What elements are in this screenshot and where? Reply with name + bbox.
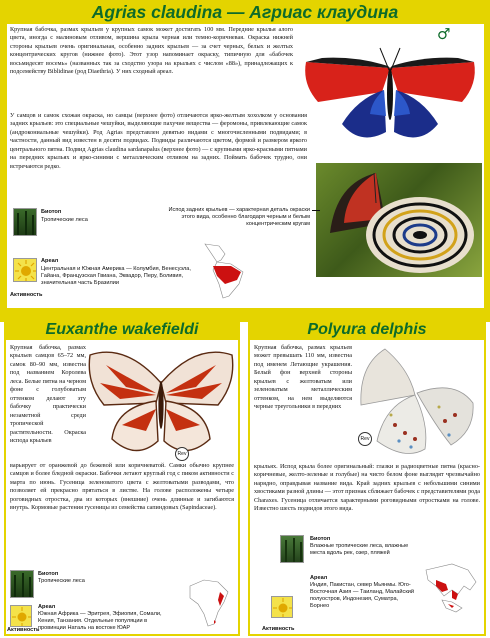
euxanthe-photo — [86, 343, 236, 463]
male-symbol: ♂ — [437, 25, 451, 43]
top-body-text-2 — [10, 112, 307, 171]
top-biotope-heading: Биотоп — [41, 209, 62, 215]
right-biotope-image — [280, 535, 304, 563]
left-area-text: Южная Африка — Эритрея, Эфиопия, Сомали, Кения, Танзания. Отдельные популяции в провинции Наталь на востоке ЮАР — [38, 611, 162, 631]
left-biotope-text: Тропические леса — [38, 578, 85, 584]
right-title: Polyura delphis — [307, 321, 427, 338]
right-rev-badge: Rev — [358, 432, 372, 446]
right-activity-sun-icon — [271, 596, 293, 618]
top-paragraph-1: Крупная бабочка, размах крыльев у крупных самок может достигать 100 мм. Передние крылья алого цвета, иногда с малиновым отливом, вершина крыла черная или темно-коричневая. Окраска нижней стороны крыльев очень оригинальная, особенно задних крыльев — за счет черных, белых и желтых концентрических кругов (нижнее фото). Этот узор напоминает окраску, типичную для «бабочек восьмидесят восемь» (названных так за сходство узора на крыльях с числом «88»), принадлежащих к подсемейству Biblidinae (род Diaethria). У них сходный ареал. — [10, 26, 293, 76]
right-body-narrow: Крупная бабочка, размах крыльев может превышать 110 мм, известна под именем Летающие украшения. Белый фон верхней стороны крыльев с желтоватым или зеленоватым металлическим оттенком, на нем выделяются черные треугольники в передних — [254, 344, 352, 411]
top-title: Agrias claudina — Агриас клаудина — [91, 2, 399, 22]
right-activity-label: Активность — [262, 626, 295, 632]
agrias-underside-photo — [316, 163, 482, 277]
polyura-photo — [355, 345, 483, 463]
right-biotope-text: Влажные тропические леса, влажные места вдоль рек, озер, пляжей — [310, 543, 409, 556]
right-range-map — [422, 560, 482, 620]
top-area-heading: Ареал — [41, 258, 59, 264]
left-activity-sun-icon — [10, 605, 32, 627]
top-range-map — [195, 240, 255, 300]
top-activity-sun-icon — [13, 258, 37, 282]
top-left-margin-band — [0, 24, 7, 310]
right-body-wide: крыльях. Испод крыла более оригинальный: глазки и радиоцветные пятна (красно-коричневые, желто-зеленые и голубые) на чисто белом фоне выглядят чрезвычайно нарядно, оправдывая название вида. Край задних крыльев с небольшими синими хвостиками разной длины — этот признак сближает бабочек с представителями рода Charaxes. Гусеница отличается характерными роговидными отростками на голове. Известно шесть подвидов этого вида. — [254, 463, 480, 513]
left-title: Euxanthe wakefieldi — [45, 321, 199, 338]
left-rev-badge: Rev — [175, 447, 189, 461]
right-area-text: Индия, Пакистан, север Мьянмы. Юго-Восточная Азия — Таиланд, Малайский полуостров, Индонезия, Суматра, Борнео — [310, 582, 415, 609]
top-paragraph-2: У самцов и самок схожая окраска, но самцы (верхнее фото) отличаются ярко-желтым хохолком у основания задних крыльев: это специальные чешуйки, выделяющие пахучие вещества — феромоны, привлекающие самок (андрокониальные чешуйки). Род Agrias представлен девятью видами с многочисленными подвидами; в частности, данный вид известен в десяти подвидах. Подвиды различаются цветом, формой и размером яркого центрального пятна. Подвид Agrias claudina sardanapalus (верхнее фото) — с крупными ярко-красными пятнами на передних крыльях и ярко-синими с металлическим отливом на задних. Поймать бабочек трудно, они встречаются редко. — [10, 112, 307, 170]
left-biotope-image — [10, 570, 34, 598]
left-body-narrow: Крупная бабочка, размах крыльев самцов 65–72 мм, самок 80–90 мм, известна под названием Королева леса. Белые пятна на черном фоне с голубоватым оттенком делают эту бабочку практически незаметной среди тропической растительности. Окраска испода крыльев — [10, 344, 86, 444]
left-area-heading: Ареал — [38, 604, 56, 610]
left-range-map — [184, 576, 234, 628]
caption-pointer-line — [312, 210, 320, 211]
top-biotope-text: Тропические леса — [41, 217, 88, 223]
top-biotope-image — [13, 208, 37, 236]
right-biotope-heading: Биотоп — [310, 536, 331, 542]
right-area-heading: Ареал — [310, 575, 328, 581]
left-body-wide: варьирует от оранжевой до бежевой или коричневатой. Самки обычно крупнее самцов и более бледной окраски. Бабочки летают круглый год с пиком активности с марта по июнь. Гусеница зеленоватого цвета с желтоватыми разводами, что позволяет ей прекрасно прятаться в листве. На голове расположены четыре роговидных отростка, два из которых (внешние) очень длинные и загибаются внутрь. Кормовые растения гусеницы из семейства сапиндовых (Sapindaceae). — [10, 462, 234, 512]
top-photo-caption: Испод задних крыльев — характерная деталь окраски этого вида, особенно благодаря черным и белым концентрическим кругам — [168, 207, 310, 227]
top-activity-label: Активность — [10, 292, 43, 298]
top-area-text: Центральная и Южная Америка — Колумбия, Венесуэла, Гайана, Французская Гвиана, Эквадор, Перу, Боливия, значительная часть Бразилии — [41, 266, 191, 286]
top-right-margin-band — [484, 24, 490, 310]
agrias-male-photo — [300, 25, 480, 156]
top-body-text — [10, 26, 293, 77]
left-activity-label: Активность — [7, 627, 40, 633]
left-biotope-heading: Биотоп — [38, 571, 59, 577]
